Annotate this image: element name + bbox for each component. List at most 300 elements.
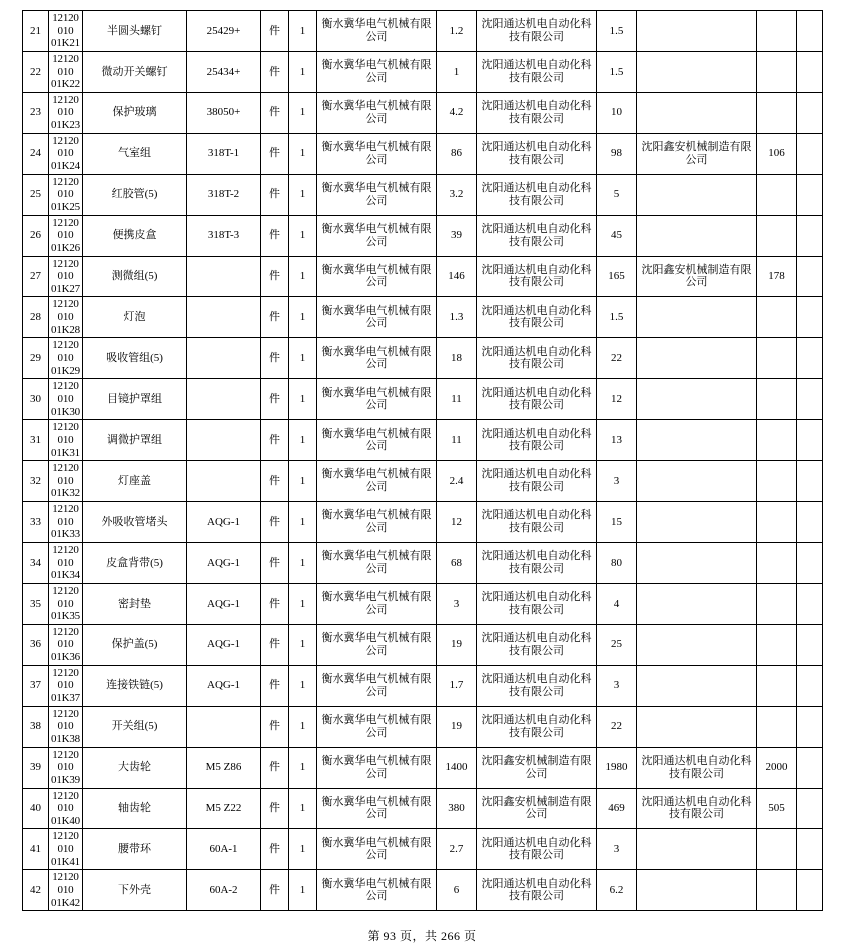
cell-idx: 30 [23,379,49,420]
cell-unit: 件 [261,665,289,706]
cell-note [797,420,823,461]
cell-qty: 1 [289,92,317,133]
cell-note [797,583,823,624]
cell-p2: 12 [597,379,637,420]
cell-p2: 22 [597,338,637,379]
cell-code: 12120010 01K36 [49,624,83,665]
cell-comp1: 衡水冀华电气机械有限公司 [317,256,437,297]
cell-p2: 13 [597,420,637,461]
cell-code: 12120010 01K22 [49,51,83,92]
cell-qty: 1 [289,51,317,92]
cell-qty: 1 [289,338,317,379]
cell-p2: 98 [597,133,637,174]
cell-name: 测微组(5) [83,256,187,297]
cell-note [797,665,823,706]
cell-comp1: 衡水冀华电气机械有限公司 [317,297,437,338]
cell-idx: 25 [23,174,49,215]
cell-p1: 86 [437,133,477,174]
table-row [23,829,823,870]
cell-note [797,92,823,133]
cell-p1: 18 [437,338,477,379]
cell-comp1: 衡水冀华电气机械有限公司 [317,51,437,92]
cell-comp1: 衡水冀华电气机械有限公司 [317,338,437,379]
cell-idx: 38 [23,706,49,747]
table-row [23,624,823,665]
table-row [23,174,823,215]
cell-p2: 3 [597,829,637,870]
cell-p2: 10 [597,92,637,133]
table-row [23,11,823,52]
cell-note [797,133,823,174]
cell-comp3 [637,11,757,52]
cell-idx: 36 [23,624,49,665]
cell-comp2: 沈阳通达机电自动化科技有限公司 [477,870,597,911]
cell-qty: 1 [289,11,317,52]
cell-p3 [757,215,797,256]
cell-comp3: 沈阳鑫安机械制造有限公司 [637,133,757,174]
cell-code: 12120010 01K42 [49,870,83,911]
cell-comp3: 沈阳通达机电自动化科技有限公司 [637,788,757,829]
cell-note [797,51,823,92]
cell-note [797,11,823,52]
cell-spec [187,338,261,379]
cell-code: 12120010 01K28 [49,297,83,338]
cell-p1: 12 [437,502,477,543]
cell-p1: 146 [437,256,477,297]
cell-comp2: 沈阳通达机电自动化科技有限公司 [477,624,597,665]
table-row [23,51,823,92]
cell-p3 [757,461,797,502]
cell-note [797,706,823,747]
cell-qty: 1 [289,420,317,461]
cell-p2: 4 [597,583,637,624]
cell-name: 密封垫 [83,583,187,624]
cell-p2: 6.2 [597,870,637,911]
table-body [23,11,823,911]
cell-code: 12120010 01K30 [49,379,83,420]
cell-qty: 1 [289,870,317,911]
cell-comp3 [637,215,757,256]
cell-comp1: 衡水冀华电气机械有限公司 [317,92,437,133]
cell-code: 12120010 01K26 [49,215,83,256]
cell-idx: 29 [23,338,49,379]
cell-p3: 178 [757,256,797,297]
cell-comp1: 衡水冀华电气机械有限公司 [317,870,437,911]
cell-name: 皮盒背带(5) [83,542,187,583]
cell-comp2: 沈阳通达机电自动化科技有限公司 [477,256,597,297]
cell-spec: AQG-1 [187,542,261,583]
cell-comp2: 沈阳通达机电自动化科技有限公司 [477,379,597,420]
cell-unit: 件 [261,747,289,788]
cell-name: 下外壳 [83,870,187,911]
cell-unit: 件 [261,92,289,133]
cell-code: 12120010 01K37 [49,665,83,706]
cell-p2: 25 [597,624,637,665]
cell-spec: 38050+ [187,92,261,133]
cell-spec [187,256,261,297]
cell-spec: 318T-1 [187,133,261,174]
cell-p3 [757,92,797,133]
table-row [23,583,823,624]
table-row [23,665,823,706]
cell-idx: 28 [23,297,49,338]
cell-comp3 [637,706,757,747]
cell-p3 [757,174,797,215]
cell-code: 12120010 01K41 [49,829,83,870]
cell-p1: 3 [437,583,477,624]
cell-p3 [757,338,797,379]
cell-qty: 1 [289,461,317,502]
cell-p1: 380 [437,788,477,829]
cell-note [797,338,823,379]
cell-note [797,870,823,911]
cell-p3 [757,51,797,92]
cell-p1: 11 [437,420,477,461]
cell-comp1: 衡水冀华电气机械有限公司 [317,215,437,256]
cell-unit: 件 [261,542,289,583]
cell-p3 [757,624,797,665]
cell-code: 12120010 01K38 [49,706,83,747]
cell-name: 灯泡 [83,297,187,338]
cell-p1: 68 [437,542,477,583]
cell-name: 保护盖(5) [83,624,187,665]
cell-note [797,542,823,583]
cell-name: 大齿轮 [83,747,187,788]
cell-unit: 件 [261,379,289,420]
cell-p3 [757,706,797,747]
cell-p3: 2000 [757,747,797,788]
cell-name: 气室组 [83,133,187,174]
cell-p2: 80 [597,542,637,583]
cell-note [797,215,823,256]
cell-code: 12120010 01K32 [49,461,83,502]
cell-idx: 33 [23,502,49,543]
cell-qty: 1 [289,256,317,297]
cell-code: 12120010 01K24 [49,133,83,174]
cell-comp3 [637,92,757,133]
cell-qty: 1 [289,583,317,624]
cell-code: 12120010 01K40 [49,788,83,829]
cell-code: 12120010 01K21 [49,11,83,52]
cell-unit: 件 [261,583,289,624]
table-row [23,870,823,911]
cell-comp2: 沈阳通达机电自动化科技有限公司 [477,11,597,52]
cell-code: 12120010 01K39 [49,747,83,788]
cell-unit: 件 [261,870,289,911]
cell-p1: 39 [437,215,477,256]
cell-name: 腰带环 [83,829,187,870]
cell-p2: 469 [597,788,637,829]
cell-comp3 [637,502,757,543]
table-row [23,542,823,583]
cell-p1: 1.2 [437,11,477,52]
cell-note [797,829,823,870]
cell-code: 12120010 01K31 [49,420,83,461]
cell-qty: 1 [289,542,317,583]
cell-comp2: 沈阳通达机电自动化科技有限公司 [477,297,597,338]
cell-p1: 1 [437,51,477,92]
cell-note [797,379,823,420]
cell-p3: 505 [757,788,797,829]
cell-p3 [757,870,797,911]
cell-comp3 [637,174,757,215]
cell-p1: 19 [437,706,477,747]
cell-comp3: 沈阳鑫安机械制造有限公司 [637,256,757,297]
cell-p2: 3 [597,461,637,502]
cell-qty: 1 [289,502,317,543]
cell-note [797,256,823,297]
cell-spec: 25434+ [187,51,261,92]
cell-spec [187,297,261,338]
cell-p3: 106 [757,133,797,174]
cell-p2: 5 [597,174,637,215]
cell-note [797,747,823,788]
cell-idx: 37 [23,665,49,706]
cell-comp2: 沈阳通达机电自动化科技有限公司 [477,829,597,870]
cell-comp1: 衡水冀华电气机械有限公司 [317,11,437,52]
cell-idx: 23 [23,92,49,133]
cell-p1: 2.4 [437,461,477,502]
cell-comp3 [637,51,757,92]
cell-p3 [757,502,797,543]
cell-name: 微动开关螺钉 [83,51,187,92]
cell-spec: 60A-2 [187,870,261,911]
cell-comp3: 沈阳通达机电自动化科技有限公司 [637,747,757,788]
cell-qty: 1 [289,624,317,665]
cell-comp1: 衡水冀华电气机械有限公司 [317,583,437,624]
cell-idx: 34 [23,542,49,583]
cell-unit: 件 [261,297,289,338]
cell-code: 12120010 01K23 [49,92,83,133]
cell-p3 [757,665,797,706]
cell-note [797,624,823,665]
cell-comp1: 衡水冀华电气机械有限公司 [317,174,437,215]
cell-comp3 [637,870,757,911]
cell-unit: 件 [261,502,289,543]
cell-unit: 件 [261,338,289,379]
cell-spec: 60A-1 [187,829,261,870]
cell-comp2: 沈阳鑫安机械制造有限公司 [477,788,597,829]
cell-comp1: 衡水冀华电气机械有限公司 [317,502,437,543]
cell-idx: 24 [23,133,49,174]
cell-idx: 22 [23,51,49,92]
table-row [23,92,823,133]
cell-name: 红胶管(5) [83,174,187,215]
cell-qty: 1 [289,133,317,174]
cell-p2: 15 [597,502,637,543]
cell-code: 12120010 01K25 [49,174,83,215]
cell-idx: 42 [23,870,49,911]
cell-p3 [757,542,797,583]
cell-unit: 件 [261,829,289,870]
cell-spec: AQG-1 [187,624,261,665]
cell-unit: 件 [261,174,289,215]
cell-p2: 45 [597,215,637,256]
cell-comp1: 衡水冀华电气机械有限公司 [317,829,437,870]
cell-code: 12120010 01K29 [49,338,83,379]
quotation-table [22,10,823,911]
cell-unit: 件 [261,461,289,502]
cell-note [797,502,823,543]
table-row [23,215,823,256]
cell-p1: 4.2 [437,92,477,133]
cell-spec: 318T-2 [187,174,261,215]
cell-qty: 1 [289,174,317,215]
cell-spec [187,706,261,747]
cell-unit: 件 [261,706,289,747]
cell-note [797,174,823,215]
cell-qty: 1 [289,379,317,420]
cell-unit: 件 [261,788,289,829]
cell-idx: 39 [23,747,49,788]
table-row [23,256,823,297]
cell-unit: 件 [261,51,289,92]
cell-comp2: 沈阳通达机电自动化科技有限公司 [477,502,597,543]
cell-spec [187,379,261,420]
cell-comp3 [637,624,757,665]
cell-code: 12120010 01K34 [49,542,83,583]
cell-comp2: 沈阳通达机电自动化科技有限公司 [477,338,597,379]
cell-comp1: 衡水冀华电气机械有限公司 [317,788,437,829]
cell-p1: 19 [437,624,477,665]
cell-comp2: 沈阳通达机电自动化科技有限公司 [477,542,597,583]
cell-comp2: 沈阳鑫安机械制造有限公司 [477,747,597,788]
cell-comp1: 衡水冀华电气机械有限公司 [317,542,437,583]
cell-name: 连接铁链(5) [83,665,187,706]
cell-p1: 3.2 [437,174,477,215]
cell-comp1: 衡水冀华电气机械有限公司 [317,420,437,461]
cell-p3 [757,420,797,461]
cell-spec: 318T-3 [187,215,261,256]
cell-note [797,788,823,829]
cell-comp2: 沈阳通达机电自动化科技有限公司 [477,420,597,461]
cell-comp1: 衡水冀华电气机械有限公司 [317,747,437,788]
table-row [23,747,823,788]
cell-name: 吸收管组(5) [83,338,187,379]
cell-p2: 3 [597,665,637,706]
cell-qty: 1 [289,788,317,829]
cell-spec: M5 Z22 [187,788,261,829]
cell-p2: 1.5 [597,297,637,338]
cell-comp1: 衡水冀华电气机械有限公司 [317,379,437,420]
cell-idx: 41 [23,829,49,870]
cell-spec: M5 Z86 [187,747,261,788]
page-footer: 第 93 页，共 266 页 [367,929,477,944]
cell-p2: 165 [597,256,637,297]
cell-unit: 件 [261,133,289,174]
cell-idx: 35 [23,583,49,624]
cell-name: 保护玻璃 [83,92,187,133]
cell-name: 调微护罩组 [83,420,187,461]
cell-p1: 6 [437,870,477,911]
cell-name: 轴齿轮 [83,788,187,829]
table-row [23,502,823,543]
cell-note [797,297,823,338]
cell-comp3 [637,583,757,624]
cell-comp2: 沈阳通达机电自动化科技有限公司 [477,51,597,92]
cell-p2: 1.5 [597,51,637,92]
cell-idx: 32 [23,461,49,502]
cell-unit: 件 [261,420,289,461]
cell-comp3 [637,665,757,706]
cell-comp2: 沈阳通达机电自动化科技有限公司 [477,174,597,215]
cell-qty: 1 [289,297,317,338]
cell-p3 [757,297,797,338]
cell-p3 [757,583,797,624]
cell-p1: 1400 [437,747,477,788]
cell-idx: 26 [23,215,49,256]
table-row [23,297,823,338]
cell-p1: 11 [437,379,477,420]
cell-comp1: 衡水冀华电气机械有限公司 [317,133,437,174]
cell-p2: 22 [597,706,637,747]
cell-idx: 21 [23,11,49,52]
cell-spec: AQG-1 [187,665,261,706]
cell-idx: 40 [23,788,49,829]
table-row [23,706,823,747]
cell-comp3 [637,379,757,420]
cell-qty: 1 [289,829,317,870]
cell-comp2: 沈阳通达机电自动化科技有限公司 [477,461,597,502]
cell-note [797,461,823,502]
cell-name: 目镜护罩组 [83,379,187,420]
cell-p1: 1.3 [437,297,477,338]
cell-spec: AQG-1 [187,502,261,543]
cell-comp3 [637,420,757,461]
cell-unit: 件 [261,11,289,52]
cell-p3 [757,379,797,420]
cell-spec: 25429+ [187,11,261,52]
cell-qty: 1 [289,215,317,256]
cell-p2: 1980 [597,747,637,788]
cell-idx: 27 [23,256,49,297]
cell-p3 [757,829,797,870]
cell-unit: 件 [261,624,289,665]
cell-comp2: 沈阳通达机电自动化科技有限公司 [477,583,597,624]
cell-comp3 [637,542,757,583]
cell-comp2: 沈阳通达机电自动化科技有限公司 [477,665,597,706]
cell-qty: 1 [289,706,317,747]
cell-comp1: 衡水冀华电气机械有限公司 [317,461,437,502]
cell-p3 [757,11,797,52]
cell-qty: 1 [289,665,317,706]
cell-comp1: 衡水冀华电气机械有限公司 [317,624,437,665]
cell-comp2: 沈阳通达机电自动化科技有限公司 [477,215,597,256]
cell-unit: 件 [261,215,289,256]
cell-comp2: 沈阳通达机电自动化科技有限公司 [477,92,597,133]
cell-spec [187,461,261,502]
cell-comp3 [637,338,757,379]
cell-p1: 2.7 [437,829,477,870]
cell-comp3 [637,829,757,870]
cell-name: 外吸收管堵头 [83,502,187,543]
cell-comp3 [637,461,757,502]
cell-comp2: 沈阳通达机电自动化科技有限公司 [477,706,597,747]
cell-name: 灯座盖 [83,461,187,502]
table-row [23,420,823,461]
cell-code: 12120010 01K27 [49,256,83,297]
cell-p2: 1.5 [597,11,637,52]
table-row [23,338,823,379]
cell-p1: 1.7 [437,665,477,706]
cell-code: 12120010 01K33 [49,502,83,543]
table-row [23,461,823,502]
cell-idx: 31 [23,420,49,461]
cell-comp1: 衡水冀华电气机械有限公司 [317,706,437,747]
table-row [23,133,823,174]
cell-comp3 [637,297,757,338]
cell-name: 开关组(5) [83,706,187,747]
